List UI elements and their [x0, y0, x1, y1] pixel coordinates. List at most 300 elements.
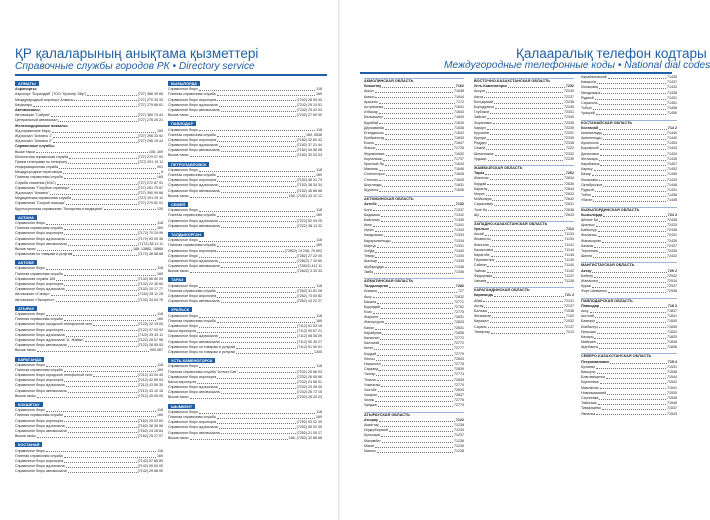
entry-label: Шу: [474, 212, 480, 217]
dot-leader: [600, 141, 666, 145]
city-section: [15, 306, 163, 354]
entry-label: Нарынкол: [364, 361, 381, 366]
entry-label: Справочное бюро жд вокзала: [15, 464, 65, 469]
dot-leader: [382, 331, 453, 335]
list-item: [168, 350, 322, 355]
dot-leader: [375, 254, 453, 258]
entry-label: Индерборский: [364, 428, 389, 433]
center-code: 718 2: [667, 303, 677, 308]
entry-value: 72131: [564, 298, 574, 303]
entry-value: 72340: [564, 115, 574, 120]
entry-value: 001: [157, 165, 163, 170]
dot-leader: [104, 207, 156, 211]
entry-value: (7112) 51 03 15: [296, 323, 322, 328]
dot-leader: [46, 266, 156, 270]
entry-label: Балкашино: [364, 115, 383, 120]
right-page-title: Қалааралық телефон кодтары: [516, 46, 707, 61]
entry-label: Житикара: [581, 156, 598, 161]
entry-label: Кандыагаш: [364, 233, 383, 238]
entry-value: 71451: [667, 100, 677, 105]
dot-leader: [373, 295, 453, 299]
dot-leader: [376, 372, 453, 376]
dot-leader: [37, 394, 137, 398]
entry-value: 71631: [454, 182, 464, 187]
left-column-1: [15, 78, 163, 476]
entry-value: (7112) 98 36 09: [296, 334, 322, 339]
entry-value: (727) 380 74 44: [137, 113, 163, 118]
entry-value: 118: [157, 220, 163, 225]
entry-value: (72822) 74 246, 75 602: [284, 248, 322, 253]
dot-leader: [64, 317, 156, 321]
entry-value: 71134: [564, 237, 574, 242]
entry-value: 72832: [454, 294, 464, 299]
center-name: Тараз: [474, 171, 485, 176]
dot-leader: [379, 188, 453, 192]
entry-label: Актогай: [581, 314, 594, 319]
dot-leader: [492, 314, 565, 318]
city-title: ПАВЛОДАР: [168, 121, 196, 126]
entry-label: Каратобе: [474, 253, 490, 258]
dot-leader: [379, 121, 453, 125]
left-page: [0, 0, 340, 520]
dot-leader: [199, 128, 315, 132]
entry-value: 72237: [564, 94, 574, 99]
city-section: [168, 202, 322, 229]
dot-leader: [379, 178, 453, 182]
entry-label: Справочное бюро аэропорта: [15, 231, 64, 236]
entry-label: Шортанды: [364, 182, 382, 187]
dot-leader: [600, 152, 666, 156]
entry-label: Жд вокзал "Алматы 2": [15, 139, 53, 144]
entry-value: 71141: [564, 242, 574, 247]
entry-value: (7132) 22 45 60: [137, 282, 163, 287]
entry-value: 1305: [314, 349, 322, 354]
entry-value: (727) 279 82 01: [137, 201, 163, 206]
entry-value: 71457: [667, 162, 677, 167]
dot-leader: [600, 146, 666, 150]
dot-leader: [66, 287, 137, 291]
city-section: [168, 358, 322, 401]
entry-value: 7222: [566, 146, 574, 151]
entry-value: (7262) 73 00 82: [296, 294, 322, 299]
entry-value: 118: [316, 167, 322, 172]
entry-value: 71133: [564, 232, 574, 237]
entry-label: Егиндыколь: [364, 130, 384, 135]
entry-value: 169: [157, 367, 163, 372]
entry-label: Зайсан: [474, 115, 486, 120]
entry-label: Форт-Шевченко: [581, 289, 607, 294]
entry-label: Справочное бюро аэропорта: [168, 97, 217, 102]
entry-value: 72432: [667, 254, 677, 259]
entry-value: 118: [157, 266, 163, 271]
entry-label: Байконур: [581, 228, 597, 233]
list-item: [581, 289, 677, 294]
dot-leader: [57, 181, 137, 185]
entry-label: Прием телеграмм по телефону: [15, 159, 68, 164]
entry-label: Платная справочная служба: [15, 271, 63, 276]
entry-value: (7122) 29 43 11: [137, 332, 163, 337]
entry-value: (7142) 59 63 00: [137, 464, 163, 469]
entry-label: Автовокзал "Сайран": [15, 113, 51, 118]
entry-value: 169: [316, 318, 322, 323]
entry-label: Справочное бюро: [168, 87, 198, 92]
entry-value: 71433: [667, 177, 677, 182]
dot-leader: [594, 274, 666, 278]
dot-leader: [599, 101, 666, 105]
entry-value: 71443: [667, 146, 677, 151]
region-title: КАРАГАНДИНСКАЯ ОБЛАСТЬ: [474, 287, 574, 293]
dot-leader: [602, 239, 666, 243]
dot-leader: [494, 248, 563, 252]
entry-value: (7182) 54 56 08: [296, 148, 322, 153]
entry-value: 71459: [667, 111, 677, 116]
dot-leader: [600, 304, 667, 308]
entry-label: Чапаев: [474, 278, 487, 283]
entry-value: 108, 169: [149, 149, 163, 154]
entry-label: Казахаэро: [15, 102, 33, 107]
entry-value: 72634: [564, 176, 574, 181]
entry-label: Мамлютка: [581, 385, 599, 390]
entry-label: Аягоз: [474, 94, 484, 99]
dot-leader: [599, 157, 666, 161]
entry-label: Кеген: [364, 346, 374, 351]
dot-leader: [37, 348, 149, 352]
entry-value: 71638: [454, 89, 464, 94]
entry-label: Карабалык: [581, 162, 600, 167]
entry-label: Булаево: [581, 364, 595, 369]
entry-value: 71630: [454, 120, 464, 125]
entry-value: (7162) 24 28 84: [137, 428, 163, 433]
entry-label: Махамбет: [364, 438, 381, 443]
entry-label: Автовокзал «Сапар»: [15, 292, 50, 297]
entry-label: Справочное бюро аэропорта: [15, 327, 64, 332]
entry-label: Аральск: [581, 223, 595, 228]
dot-leader: [221, 299, 296, 303]
entry-value: (7242) 27 69 30: [296, 113, 322, 118]
entry-value: 71636: [454, 187, 464, 192]
entry-label: Карабалыкский: [581, 75, 607, 79]
entry-label: Бесқарагай: [474, 99, 493, 104]
entry-value: 71238: [454, 449, 464, 453]
entry-label: Рудный: [581, 187, 594, 192]
entry-label: Бородулиха: [474, 104, 494, 109]
dot-leader: [374, 346, 453, 350]
entry-value: (7232) 26 72 15: [296, 390, 322, 395]
entry-label: Жаксы: [364, 146, 376, 151]
entry-value: (7112) 51 50 51: [296, 344, 322, 349]
entry-label: Корнеевка: [581, 380, 599, 385]
entry-value: 72251: [564, 130, 574, 135]
entry-label: Каскелен: [364, 336, 380, 341]
entry-value: 72777: [454, 346, 464, 351]
entry-label: Капчагай: [364, 341, 380, 346]
entry-label: Платная справочная служба: [168, 243, 216, 248]
entry-label: Астраханка: [364, 104, 384, 109]
entry-value: 71645: [454, 172, 464, 177]
entry-value: 71446: [667, 182, 677, 187]
entry-label: Справочное бюро городской телефонной сети: [15, 322, 93, 327]
dot-leader: [488, 157, 563, 161]
entry-label: Вызов такси: [168, 269, 189, 274]
dot-leader: [64, 282, 136, 286]
dot-leader: [382, 362, 453, 366]
entry-label: Качар: [581, 172, 591, 177]
dot-leader: [46, 221, 156, 225]
entry-label: Актау: [474, 303, 484, 308]
dot-leader: [64, 459, 136, 463]
entry-value: 71531: [667, 364, 677, 369]
dot-leader: [600, 162, 666, 166]
dot-leader: [197, 329, 296, 333]
entry-label: Аксу: [581, 308, 589, 313]
entry-label: Справочное бюро аэропорта: [15, 378, 64, 383]
entry-label: Справочное бюро аэропорта: [15, 458, 64, 463]
dot-leader: [385, 131, 453, 135]
dot-leader: [239, 370, 296, 374]
dot-leader: [46, 408, 156, 412]
entry-value: 71435: [667, 75, 677, 79]
entry-value: (7152) 46 86 68: [296, 188, 322, 193]
entry-label: Щербакты: [581, 345, 599, 350]
entry-value: (7212) 45 55 05: [137, 393, 163, 398]
entry-value: 72772: [454, 341, 464, 346]
right-column-1: [364, 75, 464, 454]
dot-leader: [66, 424, 137, 428]
dot-leader: [595, 314, 666, 318]
dot-leader: [392, 239, 453, 243]
dot-leader: [385, 320, 453, 324]
dot-leader: [592, 284, 666, 288]
entry-label: Аксай: [474, 232, 484, 237]
dot-leader: [68, 429, 137, 433]
entry-label: Справочное бюро жд вокзала: [15, 332, 65, 337]
entry-value: (7232) 23 28 40: [296, 385, 322, 390]
dot-leader: [480, 213, 563, 217]
dot-leader: [221, 340, 296, 344]
entry-value: (7212) 42 65 04: [137, 378, 163, 383]
entry-label: Глубокое: [474, 110, 490, 115]
entry-label: Платная справочная служба: [15, 413, 63, 418]
entry-label: Справочное бюро: [168, 313, 198, 318]
dot-leader: [380, 423, 453, 427]
entry-label: Талгар: [364, 372, 376, 377]
dot-leader: [373, 223, 453, 227]
entry-label: Макинск: [364, 167, 378, 172]
entry-value: (727) 291 29 11: [137, 196, 163, 201]
entry-value: 169: [157, 453, 163, 458]
entry-value: (7172) 38 11 11: [138, 241, 163, 246]
entry-label: Справочное бюро автовокзала: [168, 148, 220, 153]
entry-value: 169: [157, 413, 163, 418]
entry-value: (727) 279 66 61: [137, 102, 163, 107]
dot-leader: [600, 380, 666, 384]
dot-leader: [87, 92, 136, 96]
entry-label: Хобда: [364, 249, 375, 254]
dot-leader: [74, 98, 136, 102]
entry-value: 72436: [667, 228, 677, 233]
city-section: [168, 404, 322, 441]
dot-leader: [600, 386, 666, 390]
dot-leader: [217, 375, 295, 379]
entry-label: Справочное бюро: [168, 323, 198, 328]
city-title: СЕМЕЙ: [168, 202, 188, 207]
dot-leader: [217, 249, 283, 253]
dot-leader: [487, 115, 563, 119]
dot-leader: [199, 410, 315, 414]
city-section: [168, 232, 322, 275]
center-code: 715 2: [667, 359, 677, 364]
entry-value: 72438: [667, 217, 677, 222]
entry-value: (7232) 24 58 01: [296, 379, 322, 384]
entry-label: Алга: [364, 207, 372, 212]
entry-value: (727) 296 33 92: [137, 133, 163, 138]
entry-value: 118: [316, 208, 322, 213]
entry-value: 71330: [454, 254, 464, 259]
entry-value: 71440: [667, 136, 677, 141]
dot-leader: [389, 284, 455, 288]
entry-label: Темир: [364, 254, 375, 259]
dot-leader: [221, 189, 296, 193]
entry-value: 71544: [667, 375, 677, 380]
dot-leader: [382, 183, 453, 187]
dot-leader: [199, 314, 315, 318]
entry-label: Курчум: [474, 136, 486, 141]
entry-value: 727: [458, 289, 464, 294]
entry-value: 72332: [564, 151, 574, 156]
dot-leader: [52, 129, 156, 133]
entry-value: (7232) 26 43 23: [296, 395, 322, 400]
dot-leader: [493, 121, 563, 125]
entry-label: Касса аэропорта: [168, 379, 196, 384]
list-item: [15, 434, 163, 439]
entry-label: Вызов такси: [168, 435, 189, 440]
dot-leader: [603, 213, 666, 217]
entry-label: Ерейментау: [364, 136, 385, 141]
dot-leader: [53, 134, 136, 138]
city-title: АСТАНА: [15, 215, 37, 220]
entry-value: (7112) 50 39 27: [296, 339, 322, 344]
entry-label: Справочное бюро автовокзала: [15, 469, 67, 474]
dot-leader: [596, 223, 666, 227]
entry-label: Жалагаш: [581, 233, 597, 238]
city-title: АКТОБЕ: [15, 260, 37, 265]
entry-label: Бурабай: [364, 120, 379, 125]
entry-value: 72239: [564, 125, 574, 130]
entry-label: Шалкар: [364, 259, 378, 264]
entry-label: Платная справочная служба: [168, 318, 216, 323]
entry-value: (7152) 46 31 73: [296, 178, 322, 183]
entry-label: Вызов такси: [168, 193, 189, 198]
entry-label: Справочное бюро автовокзала: [168, 223, 220, 228]
entry-label: Державинск: [364, 125, 385, 130]
dot-leader: [389, 428, 453, 432]
region-section: [474, 78, 574, 162]
dot-leader: [379, 100, 455, 104]
list-item: [15, 252, 163, 257]
entry-label: Справочное бюро аэропорта: [168, 420, 217, 425]
entry-value: (727) 270 33 33: [137, 97, 163, 102]
dot-leader: [217, 294, 295, 298]
dot-leader: [487, 269, 564, 273]
dot-leader: [594, 335, 666, 339]
entry-value: 139: [157, 206, 163, 211]
entry-value: 000,067: [150, 348, 163, 353]
entry-value: 72240: [564, 89, 574, 94]
entry-label: Сарань: [474, 324, 487, 329]
dot-leader: [592, 193, 666, 197]
entry-label: Справочное бюро: [168, 238, 198, 243]
dot-leader: [375, 89, 453, 93]
entry-label: Справочное бюро жд вокзала: [15, 287, 65, 292]
region-section: [474, 287, 574, 335]
dot-leader: [219, 334, 296, 338]
dot-leader: [494, 202, 563, 206]
entry-label: Вызов такси: [168, 395, 189, 400]
dot-leader: [37, 434, 137, 438]
entry-value: 118: [157, 312, 163, 316]
entry-value: 72833: [454, 320, 464, 325]
city-section: [168, 81, 322, 118]
entry-label: Справочное бюро автовокзала: [168, 339, 220, 344]
entry-label: Новоишимский: [581, 390, 607, 395]
entry-value: (7162) 25 27 07: [137, 434, 163, 439]
entry-value: 72772: [454, 336, 464, 341]
entry-value: 72638: [564, 207, 574, 212]
entry-label: Касса аэропорта: [168, 329, 196, 334]
entry-value: (7132) 56 60 09: [137, 276, 163, 281]
center-code: 7232: [565, 84, 574, 89]
entry-value: 71438: [667, 90, 677, 95]
entry-label: Акмол: [364, 94, 375, 99]
region-section: [581, 120, 677, 204]
entry-label: Платная справочная служба: [15, 367, 63, 372]
city-section: [15, 215, 163, 258]
city-section: [168, 121, 322, 158]
dot-leader: [72, 196, 137, 200]
entry-value: 71333: [454, 233, 464, 238]
city-title: УСТЬ-КАМЕНОГОРСК: [168, 358, 215, 363]
entry-value: 72236: [564, 99, 574, 104]
center-code: 7132: [455, 202, 464, 207]
entry-value: 72779: [454, 403, 464, 408]
dot-leader: [485, 171, 564, 175]
entry-value: 7213: [566, 329, 574, 334]
entry-label: Платная справочная служба: [168, 213, 216, 218]
entry-value: 72331: [564, 110, 574, 115]
dot-leader: [381, 305, 453, 309]
entry-value: 71642: [454, 130, 464, 135]
city-section: [15, 357, 163, 400]
entry-value: 118: [316, 283, 322, 288]
dot-leader: [71, 186, 137, 190]
right-column-3: [581, 75, 677, 417]
entry-value: (7242) 29 24 51: [296, 102, 322, 107]
entry-label: Жд вокзал "Алматы 1": [15, 133, 53, 138]
dot-leader: [384, 115, 453, 119]
dot-leader: [199, 254, 296, 258]
entry-label: Справочное бюро автовокзала: [168, 264, 220, 269]
entry-label: Щучинск: [364, 187, 379, 192]
center-code: 7122: [455, 417, 464, 422]
entry-label: Казталовка: [474, 247, 493, 252]
dot-leader: [236, 345, 296, 349]
entry-label: Выше такси: [15, 149, 35, 154]
entry-label: Ушарал: [364, 393, 378, 398]
entry-label: Алматы: [364, 289, 378, 294]
entry-label: Вызов такси: [15, 434, 36, 439]
entry-value: (7252) 95 03 30: [296, 425, 322, 430]
dot-leader: [51, 292, 137, 296]
